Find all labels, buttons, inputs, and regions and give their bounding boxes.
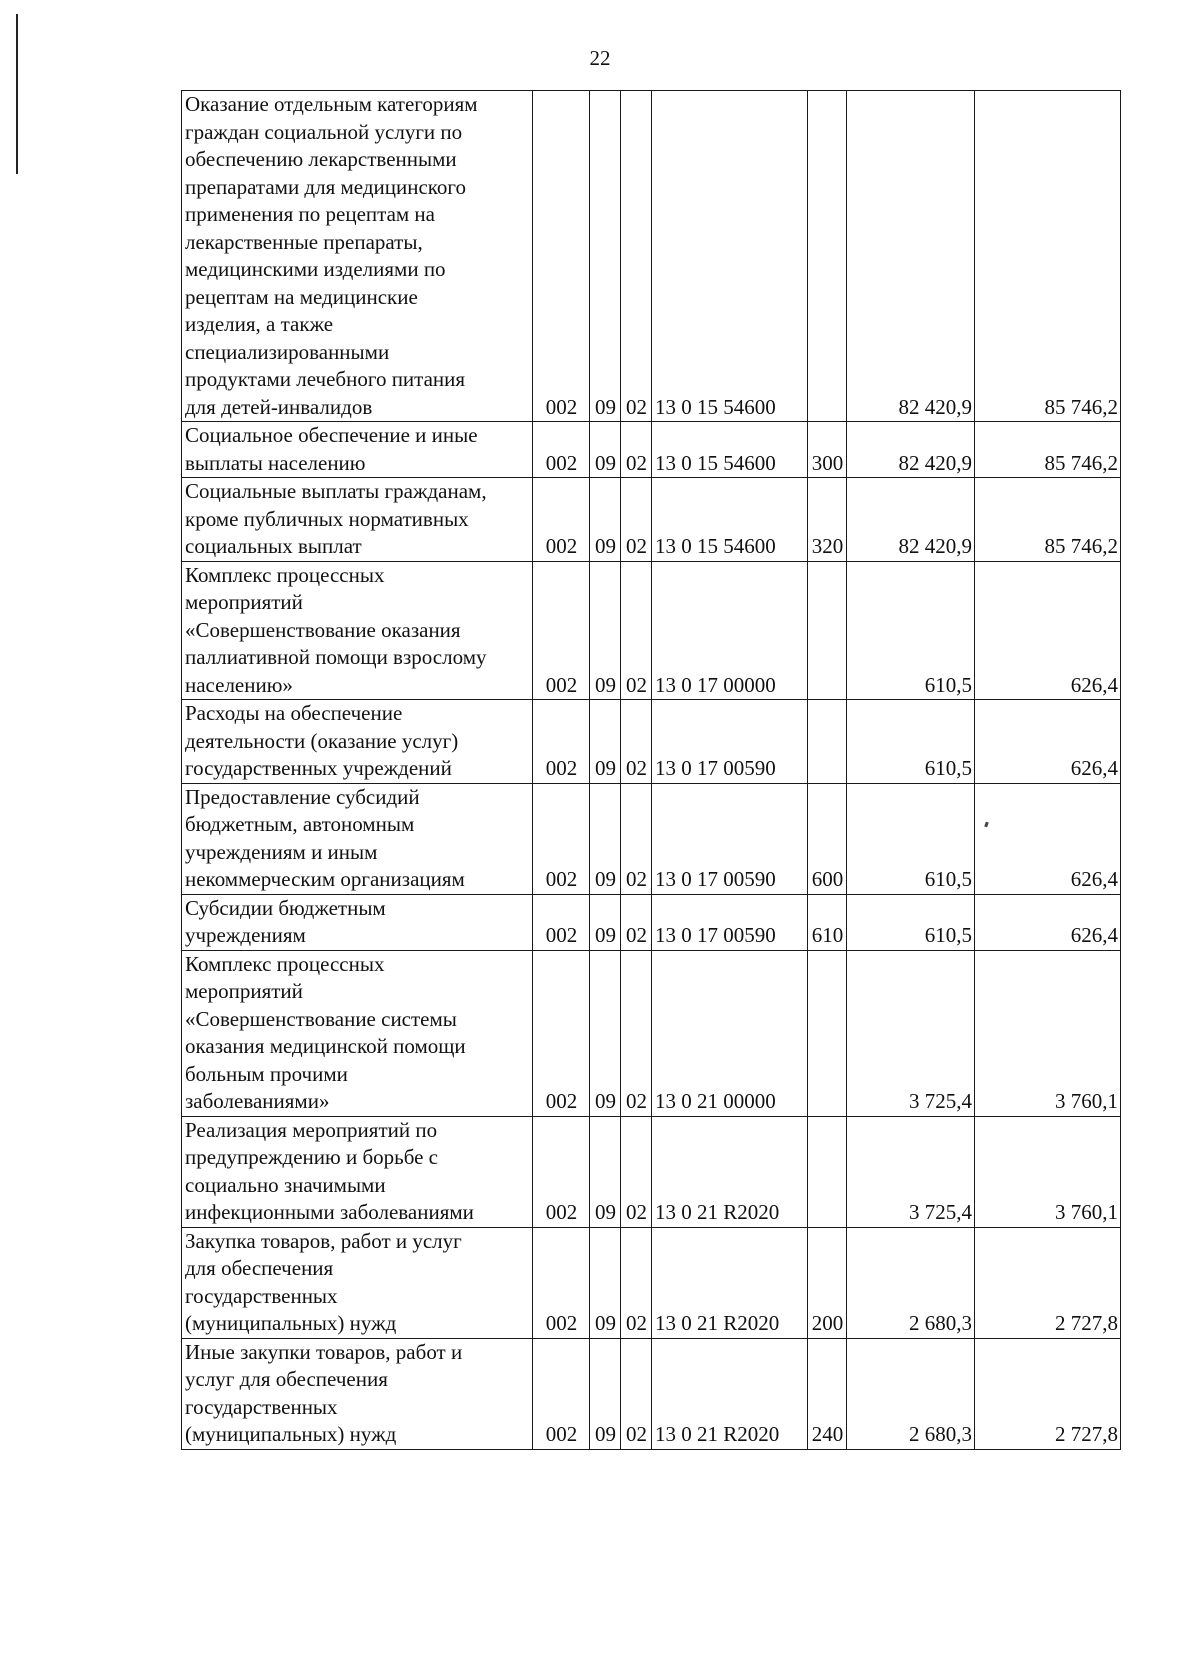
amount-year1-cell: 82 420,9: [847, 91, 975, 422]
amount-year2-cell: 626,4: [975, 561, 1121, 700]
table-body: [182, 91, 1121, 1450]
ministry-code-cell: 002: [533, 561, 590, 700]
expense-type-cell: 240: [808, 1338, 847, 1449]
table-row: [182, 1116, 1121, 1227]
amount-year2-cell: 3 760,1: [975, 1116, 1121, 1227]
expense-type-cell: 200: [808, 1227, 847, 1338]
ministry-code-cell: 002: [533, 91, 590, 422]
row-name-cell: Закупка товаров, работ и услуг для обеспечения государственных (муниципальных) нужд: [182, 1227, 533, 1338]
subsection-code-cell: 02: [621, 894, 652, 950]
target-article-cell: 13 0 17 00000: [652, 561, 808, 700]
row-name-cell: Социальное обеспечение и иные выплаты населению: [182, 422, 533, 478]
section-code-cell: 09: [590, 561, 621, 700]
target-article-cell: 13 0 17 00590: [652, 783, 808, 894]
row-name-cell: Реализация мероприятий по предупреждению и борьбе с социально значимыми инфекционными заболеваниями: [182, 1116, 533, 1227]
amount-year1-cell: 610,5: [847, 561, 975, 700]
expense-type-cell: [808, 1116, 847, 1227]
margin-line: [16, 14, 18, 174]
row-name-cell: Субсидии бюджетным учреждениям: [182, 894, 533, 950]
table-row: [182, 950, 1121, 1116]
ministry-code-cell: 002: [533, 1227, 590, 1338]
table-row: [182, 783, 1121, 894]
subsection-code-cell: 02: [621, 700, 652, 784]
target-article-cell: 13 0 15 54600: [652, 91, 808, 422]
section-code-cell: 09: [590, 478, 621, 562]
ministry-code-cell: 002: [533, 1116, 590, 1227]
amount-year1-cell: 610,5: [847, 894, 975, 950]
expense-type-cell: [808, 561, 847, 700]
amount-year2-cell: 626,4: [975, 700, 1121, 784]
target-article-cell: 13 0 21 R2020: [652, 1227, 808, 1338]
table-row: [182, 422, 1121, 478]
expense-type-cell: 300: [808, 422, 847, 478]
expense-type-cell: [808, 91, 847, 422]
row-name-cell: Иные закупки товаров, работ и услуг для обеспечения государственных (муниципальных) нужд: [182, 1338, 533, 1449]
expense-type-cell: 610: [808, 894, 847, 950]
expense-type-cell: [808, 950, 847, 1116]
subsection-code-cell: 02: [621, 1338, 652, 1449]
section-code-cell: 09: [590, 1338, 621, 1449]
page-number: 22: [589, 46, 611, 70]
section-code-cell: 09: [590, 1227, 621, 1338]
table-row: [182, 478, 1121, 562]
amount-year1-cell: 2 680,3: [847, 1227, 975, 1338]
section-code-cell: 09: [590, 91, 621, 422]
amount-year1-cell: 610,5: [847, 700, 975, 784]
ministry-code-cell: 002: [533, 478, 590, 562]
subsection-code-cell: 02: [621, 561, 652, 700]
row-name-cell: Комплекс процессных мероприятий «Совершенствование системы оказания медицинской помощи больным прочими заболеваниями»: [182, 950, 533, 1116]
row-name-cell: Оказание отдельным категориям граждан социальной услуги по обеспечению лекарственными препаратами для медицинского применения по рецептам на лекарственные препараты, медицинскими изделиями по рецептам на медицинские изделия, а также специализированными продуктами лечебного питания для детей-инвалидов: [182, 91, 533, 422]
subsection-code-cell: 02: [621, 422, 652, 478]
target-article-cell: 13 0 17 00590: [652, 894, 808, 950]
section-code-cell: 09: [590, 950, 621, 1116]
ministry-code-cell: 002: [533, 950, 590, 1116]
subsection-code-cell: 02: [621, 950, 652, 1116]
amount-year2-cell: 2 727,8: [975, 1338, 1121, 1449]
table-row: [182, 1227, 1121, 1338]
row-name-cell: Комплекс процессных мероприятий «Совершенствование оказания паллиативной помощи взрослому населению»: [182, 561, 533, 700]
subsection-code-cell: 02: [621, 91, 652, 422]
section-code-cell: 09: [590, 783, 621, 894]
row-name-cell: Предоставление субсидий бюджетным, автономным учреждениям и иным некоммерческим организациям: [182, 783, 533, 894]
budget-table: [181, 90, 1121, 1450]
subsection-code-cell: 02: [621, 783, 652, 894]
table-row: [182, 700, 1121, 784]
subsection-code-cell: 02: [621, 478, 652, 562]
expense-type-cell: 320: [808, 478, 847, 562]
table-row: [182, 91, 1121, 422]
row-name-cell: Социальные выплаты гражданам, кроме публичных нормативных социальных выплат: [182, 478, 533, 562]
table-row: [182, 1338, 1121, 1449]
ministry-code-cell: 002: [533, 1338, 590, 1449]
row-name-cell: Расходы на обеспечение деятельности (оказание услуг) государственных учреждений: [182, 700, 533, 784]
ministry-code-cell: 002: [533, 700, 590, 784]
target-article-cell: 13 0 17 00590: [652, 700, 808, 784]
amount-year2-cell: 2 727,8: [975, 1227, 1121, 1338]
table-row: [182, 894, 1121, 950]
target-article-cell: 13 0 15 54600: [652, 478, 808, 562]
ministry-code-cell: 002: [533, 783, 590, 894]
expense-type-cell: [808, 700, 847, 784]
amount-year2-cell: 626,4: [975, 783, 1121, 894]
section-code-cell: 09: [590, 1116, 621, 1227]
amount-year2-cell: 85 746,2: [975, 478, 1121, 562]
amount-year1-cell: 3 725,4: [847, 1116, 975, 1227]
amount-year2-cell: 3 760,1: [975, 950, 1121, 1116]
amount-year2-cell: 85 746,2: [975, 91, 1121, 422]
amount-year1-cell: 2 680,3: [847, 1338, 975, 1449]
ministry-code-cell: 002: [533, 422, 590, 478]
subsection-code-cell: 02: [621, 1116, 652, 1227]
ministry-code-cell: 002: [533, 894, 590, 950]
table-row: [182, 561, 1121, 700]
amount-year2-cell: 626,4: [975, 894, 1121, 950]
section-code-cell: 09: [590, 700, 621, 784]
amount-year1-cell: 3 725,4: [847, 950, 975, 1116]
amount-year2-cell: 85 746,2: [975, 422, 1121, 478]
target-article-cell: 13 0 21 00000: [652, 950, 808, 1116]
amount-year1-cell: 82 420,9: [847, 478, 975, 562]
target-article-cell: 13 0 21 R2020: [652, 1116, 808, 1227]
section-code-cell: 09: [590, 894, 621, 950]
amount-year1-cell: 82 420,9: [847, 422, 975, 478]
expense-type-cell: 600: [808, 783, 847, 894]
target-article-cell: 13 0 21 R2020: [652, 1338, 808, 1449]
section-code-cell: 09: [590, 422, 621, 478]
amount-year1-cell: 610,5: [847, 783, 975, 894]
target-article-cell: 13 0 15 54600: [652, 422, 808, 478]
subsection-code-cell: 02: [621, 1227, 652, 1338]
